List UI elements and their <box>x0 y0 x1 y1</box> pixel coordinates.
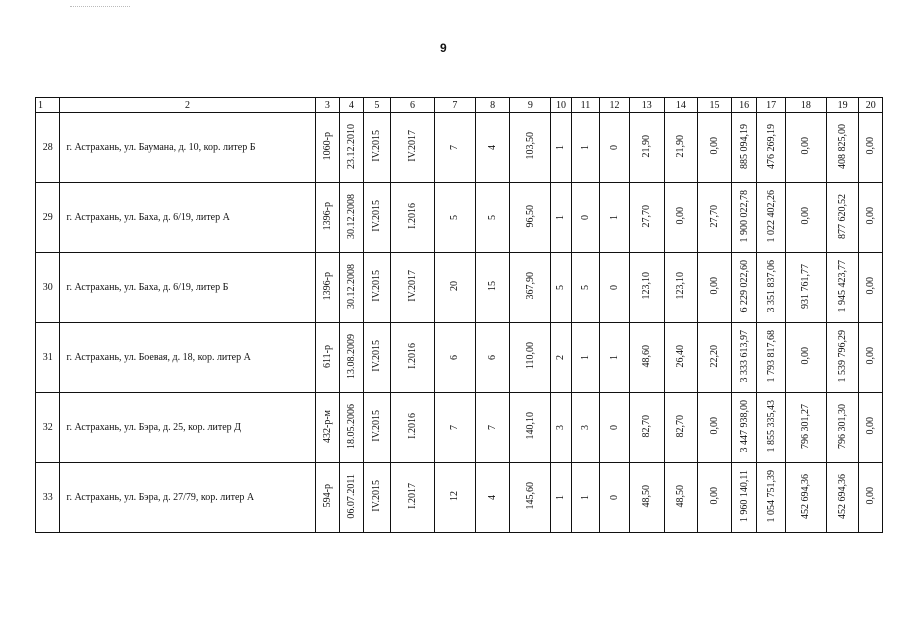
value-cell-c16: 885 094,19 <box>731 113 757 183</box>
address-cell: г. Астрахань, ул. Бэра, д. 25, кор. литер Д <box>60 393 315 463</box>
column-header: 13 <box>629 98 664 113</box>
value-cell-c19: 452 694,36 <box>826 463 859 533</box>
start-period-cell: IV.2015 <box>363 323 391 393</box>
column-header: 15 <box>698 98 732 113</box>
address-cell: г. Астрахань, ул. Бэра, д. 27/79, кор. литер А <box>60 463 315 533</box>
value-cell-c20: 0,00 <box>859 393 883 463</box>
column-header: 8 <box>475 98 510 113</box>
value-cell-c14: 48,50 <box>664 463 698 533</box>
document-date-cell: 06.07.2011 <box>340 463 363 533</box>
value-cell-c17: 1 793 817,68 <box>757 323 786 393</box>
value-cell-c8: 7 <box>475 393 510 463</box>
document-number-cell: 1060-р <box>315 113 339 183</box>
value-cell-c8: 6 <box>475 323 510 393</box>
scan-artifact <box>70 6 130 9</box>
value-cell-c7: 12 <box>434 463 475 533</box>
value-cell-c13: 82,70 <box>629 393 664 463</box>
value-cell-c14: 26,40 <box>664 323 698 393</box>
value-cell-c9: 145,60 <box>510 463 551 533</box>
address-cell: г. Астрахань, ул. Боевая, д. 18, кор. литер А <box>60 323 315 393</box>
start-period-cell: IV.2015 <box>363 463 391 533</box>
document-number-cell: 594-р <box>315 463 339 533</box>
end-period-cell: I.2016 <box>391 323 435 393</box>
value-cell-c14: 0,00 <box>664 183 698 253</box>
start-period-cell: IV.2015 <box>363 113 391 183</box>
address-cell: г. Астрахань, ул. Баха, д. 6/19, литер Б <box>60 253 315 323</box>
value-cell-c15: 0,00 <box>698 393 732 463</box>
table-row <box>36 393 883 463</box>
value-cell-c18: 0,00 <box>785 183 826 253</box>
row-number-cell: 28 <box>36 113 60 183</box>
value-cell-c16: 1 960 140,11 <box>731 463 757 533</box>
start-period-cell: IV.2015 <box>363 253 391 323</box>
value-cell-c16: 1 900 022,78 <box>731 183 757 253</box>
value-cell-c10: 2 <box>551 323 571 393</box>
value-cell-c9: 140,10 <box>510 393 551 463</box>
value-cell-c18: 796 301,27 <box>785 393 826 463</box>
value-cell-c7: 6 <box>434 323 475 393</box>
value-cell-c10: 5 <box>551 253 571 323</box>
end-period-cell: I.2017 <box>391 463 435 533</box>
row-number-cell: 29 <box>36 183 60 253</box>
value-cell-c7: 5 <box>434 183 475 253</box>
document-date-cell: 13.08.2009 <box>340 323 363 393</box>
value-cell-c12: 0 <box>600 393 630 463</box>
document-number-cell: 1396-р <box>315 183 339 253</box>
end-period-cell: I.2016 <box>391 183 435 253</box>
end-period-cell: I.2016 <box>391 393 435 463</box>
value-cell-c16: 3 333 613,97 <box>731 323 757 393</box>
value-cell-c7: 7 <box>434 113 475 183</box>
column-header: 12 <box>600 98 630 113</box>
value-cell-c19: 1 539 796,29 <box>826 323 859 393</box>
value-cell-c18: 452 694,36 <box>785 463 826 533</box>
value-cell-c14: 82,70 <box>664 393 698 463</box>
value-cell-c15: 27,70 <box>698 183 732 253</box>
value-cell-c11: 1 <box>571 463 600 533</box>
row-number-cell: 30 <box>36 253 60 323</box>
value-cell-c15: 0,00 <box>698 113 732 183</box>
column-header: 4 <box>340 98 363 113</box>
document-date-cell: 30.12.2008 <box>340 253 363 323</box>
start-period-cell: IV.2015 <box>363 183 391 253</box>
value-cell-c11: 1 <box>571 323 600 393</box>
value-cell-c8: 5 <box>475 183 510 253</box>
value-cell-c20: 0,00 <box>859 323 883 393</box>
value-cell-c11: 1 <box>571 113 600 183</box>
row-number-cell: 32 <box>36 393 60 463</box>
column-header: 9 <box>510 98 551 113</box>
value-cell-c9: 103,50 <box>510 113 551 183</box>
value-cell-c15: 22,20 <box>698 323 732 393</box>
column-header: 16 <box>731 98 757 113</box>
value-cell-c11: 5 <box>571 253 600 323</box>
data-table <box>35 97 883 533</box>
table-row <box>36 463 883 533</box>
address-cell: г. Астрахань, ул. Баха, д. 6/19, литер А <box>60 183 315 253</box>
value-cell-c11: 0 <box>571 183 600 253</box>
value-cell-c16: 6 229 022,60 <box>731 253 757 323</box>
column-header: 17 <box>757 98 786 113</box>
value-cell-c19: 1 945 423,77 <box>826 253 859 323</box>
value-cell-c8: 15 <box>475 253 510 323</box>
column-header: 11 <box>571 98 600 113</box>
value-cell-c14: 21,90 <box>664 113 698 183</box>
column-header: 3 <box>315 98 339 113</box>
value-cell-c9: 96,50 <box>510 183 551 253</box>
column-header: 1 <box>36 98 60 113</box>
value-cell-c19: 877 620,52 <box>826 183 859 253</box>
value-cell-c17: 1 855 335,43 <box>757 393 786 463</box>
column-header: 19 <box>826 98 859 113</box>
value-cell-c17: 3 351 837,06 <box>757 253 786 323</box>
value-cell-c19: 408 825,00 <box>826 113 859 183</box>
value-cell-c20: 0,00 <box>859 253 883 323</box>
value-cell-c19: 796 301,30 <box>826 393 859 463</box>
table-row <box>36 253 883 323</box>
value-cell-c13: 27,70 <box>629 183 664 253</box>
value-cell-c13: 48,50 <box>629 463 664 533</box>
end-period-cell: IV.2017 <box>391 113 435 183</box>
document-date-cell: 18.05.2006 <box>340 393 363 463</box>
column-header: 5 <box>363 98 391 113</box>
value-cell-c12: 0 <box>600 463 630 533</box>
column-header: 6 <box>391 98 435 113</box>
value-cell-c20: 0,00 <box>859 463 883 533</box>
value-cell-c17: 1 022 402,26 <box>757 183 786 253</box>
value-cell-c18: 0,00 <box>785 323 826 393</box>
column-header: 10 <box>551 98 571 113</box>
table-row <box>36 113 883 183</box>
document-number-cell: 432-р-м <box>315 393 339 463</box>
value-cell-c7: 7 <box>434 393 475 463</box>
document-date-cell: 30.12.2008 <box>340 183 363 253</box>
row-number-cell: 31 <box>36 323 60 393</box>
value-cell-c8: 4 <box>475 113 510 183</box>
value-cell-c17: 1 054 751,39 <box>757 463 786 533</box>
value-cell-c11: 3 <box>571 393 600 463</box>
value-cell-c10: 1 <box>551 463 571 533</box>
value-cell-c20: 0,00 <box>859 183 883 253</box>
end-period-cell: IV.2017 <box>391 253 435 323</box>
value-cell-c13: 123,10 <box>629 253 664 323</box>
value-cell-c15: 0,00 <box>698 463 732 533</box>
value-cell-c20: 0,00 <box>859 113 883 183</box>
value-cell-c9: 110,00 <box>510 323 551 393</box>
column-header: 7 <box>434 98 475 113</box>
value-cell-c8: 4 <box>475 463 510 533</box>
value-cell-c16: 3 447 938,00 <box>731 393 757 463</box>
start-period-cell: IV.2015 <box>363 393 391 463</box>
value-cell-c15: 0,00 <box>698 253 732 323</box>
header-row <box>36 98 883 113</box>
value-cell-c12: 1 <box>600 183 630 253</box>
value-cell-c10: 1 <box>551 113 571 183</box>
value-cell-c12: 0 <box>600 253 630 323</box>
table-row <box>36 323 883 393</box>
value-cell-c12: 0 <box>600 113 630 183</box>
value-cell-c18: 0,00 <box>785 113 826 183</box>
value-cell-c9: 367,90 <box>510 253 551 323</box>
column-header: 18 <box>785 98 826 113</box>
value-cell-c18: 931 761,77 <box>785 253 826 323</box>
value-cell-c12: 1 <box>600 323 630 393</box>
value-cell-c17: 476 269,19 <box>757 113 786 183</box>
document-number-cell: 611-р <box>315 323 339 393</box>
document-date-cell: 23.12.2010 <box>340 113 363 183</box>
document-number-cell: 1396-р <box>315 253 339 323</box>
value-cell-c13: 21,90 <box>629 113 664 183</box>
value-cell-c10: 1 <box>551 183 571 253</box>
column-header: 20 <box>859 98 883 113</box>
page-number: 9 <box>440 41 447 55</box>
value-cell-c13: 48,60 <box>629 323 664 393</box>
value-cell-c7: 20 <box>434 253 475 323</box>
column-header: 14 <box>664 98 698 113</box>
column-header: 2 <box>60 98 315 113</box>
value-cell-c14: 123,10 <box>664 253 698 323</box>
address-cell: г. Астрахань, ул. Баумана, д. 10, кор. литер Б <box>60 113 315 183</box>
table-row <box>36 183 883 253</box>
row-number-cell: 33 <box>36 463 60 533</box>
value-cell-c10: 3 <box>551 393 571 463</box>
